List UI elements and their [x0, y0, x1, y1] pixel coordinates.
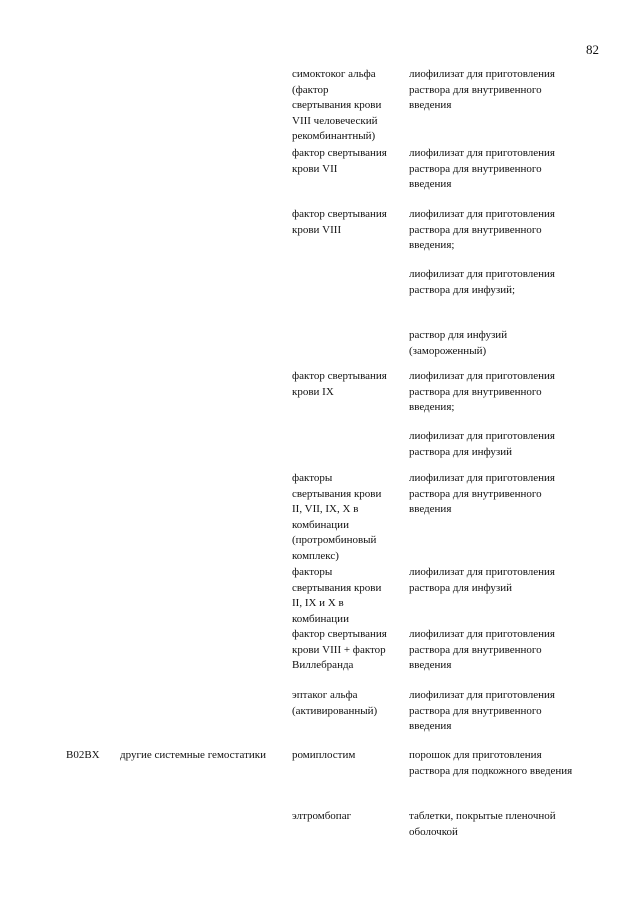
dosage-form: лиофилизат для приготовления раствора для внутривенного введения [409, 68, 555, 111]
dosage-form: лиофилизат для приготовления раствора для внутривенного введения [409, 628, 555, 671]
drug-name: фактор свертывания крови VIII + фактор Виллебранда [292, 628, 387, 671]
atc-group-name: другие системные гемостатики [120, 749, 267, 761]
drug-name: фактор свертывания крови VIII [292, 208, 387, 236]
dosage-form: таблетки, покрытые пленочной оболочкой [409, 810, 556, 838]
dosage-form: порошок для приготовления раствора для подкожного введения [409, 749, 573, 777]
dosage-form: лиофилизат для приготовления раствора для инфузий; [409, 268, 555, 296]
dosage-form: лиофилизат для приготовления раствора для инфузий [409, 430, 555, 458]
dosage-form: лиофилизат для приготовления раствора для внутривенного введения [409, 472, 555, 515]
drug-name: факторы свертывания крови II, IX и X в комбинации [292, 566, 382, 625]
dosage-form: лиофилизат для приготовления раствора для внутривенного введения; [409, 370, 555, 413]
drug-name: симоктоког альфа (фактор свертывания крови VIII человеческий рекомбинантный) [292, 68, 382, 142]
drug-name: факторы свертывания крови II, VII, IX, X в комбинации (протромбиновый комплекс) [292, 472, 382, 562]
dosage-form: лиофилизат для приготовления раствора для внутривенного введения; [409, 208, 555, 251]
drug-name: эптаког альфа (активированный) [292, 689, 378, 717]
dosage-form: лиофилизат для приготовления раствора для инфузий [409, 566, 555, 594]
drug-name: ромиплостим [292, 749, 356, 761]
drug-name: элтромбопаг [292, 810, 352, 822]
dosage-form: лиофилизат для приготовления раствора для внутривенного введения [409, 689, 555, 732]
dosage-form: лиофилизат для приготовления раствора для внутривенного введения [409, 147, 555, 190]
drug-name: фактор свертывания крови VII [292, 147, 387, 175]
page-number: 82 [586, 42, 599, 57]
drug-name: фактор свертывания крови IX [292, 370, 387, 398]
atc-code: B02BX [66, 749, 100, 761]
dosage-form: раствор для инфузий (замороженный) [409, 329, 508, 357]
